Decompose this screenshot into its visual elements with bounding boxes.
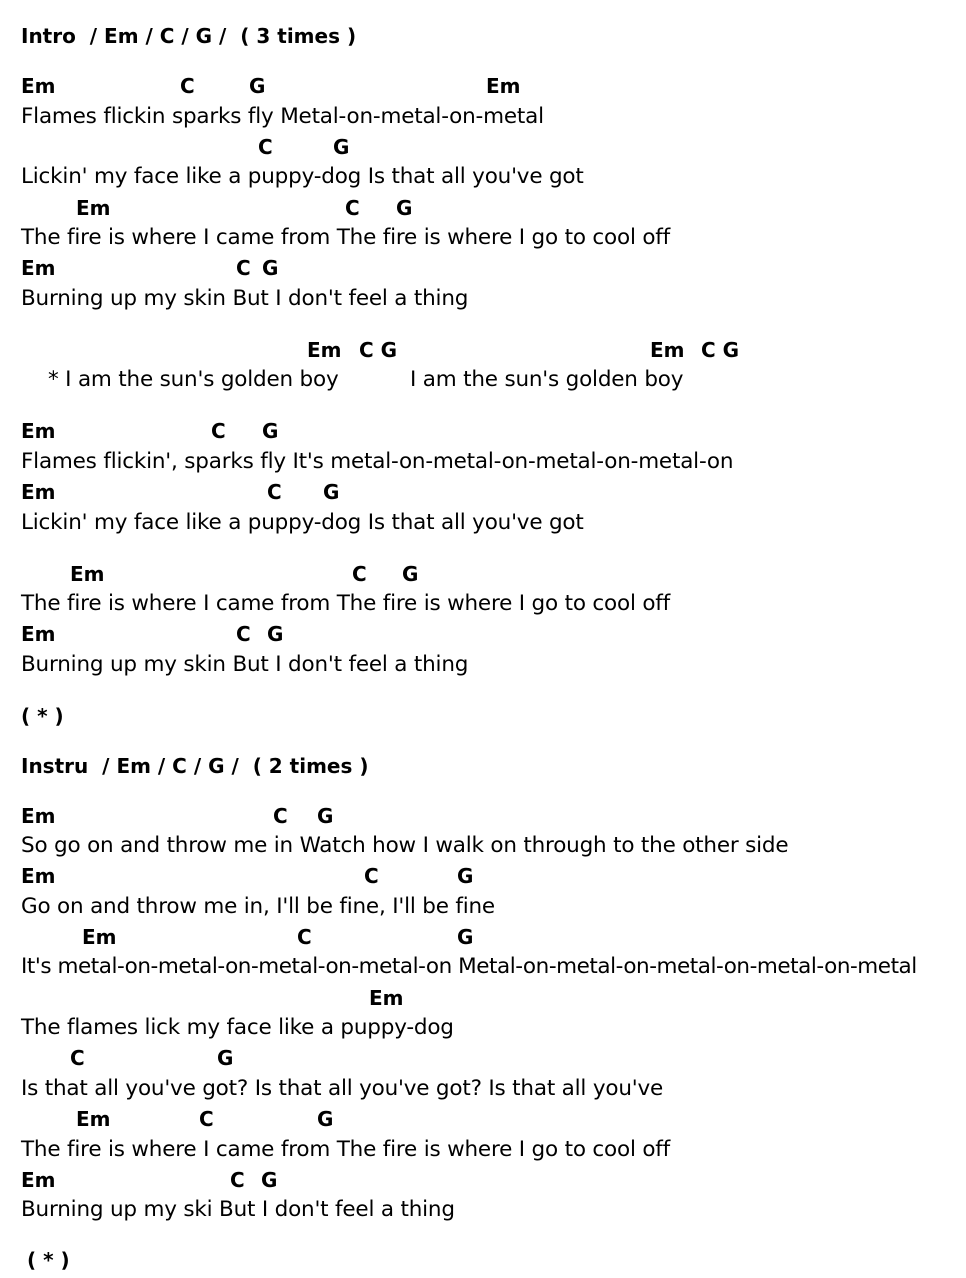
lyric-line: Flames flickin', sparks fly It's metal-on-metal-on-metal-on-metal-on (21, 449, 734, 474)
chord-em: Em (21, 419, 56, 443)
lyric-line: Go on and throw me in, I'll be fine, I'll be fine (21, 894, 495, 919)
chord-c: C (297, 925, 312, 949)
chord-c: C (258, 135, 273, 159)
chord-g: G (457, 925, 474, 949)
chord-c: C (267, 480, 282, 504)
lyric-line: Flames flickin sparks fly Metal-on-metal-on-metal (21, 104, 544, 129)
chord-em: Em (82, 925, 117, 949)
chord-g: G (249, 74, 266, 98)
chorus-reference: ( * ) (21, 704, 64, 728)
chord-em: Em (486, 74, 521, 98)
chord-em: Em (76, 1107, 111, 1131)
lyric-line: It's metal-on-metal-on-metal-on-metal-on Metal-on-metal-on-metal-on-metal-on-metal (21, 954, 917, 979)
chord-g: G (396, 196, 413, 220)
chorus-lyric: I am the sun's golden boy (410, 367, 684, 392)
lyric-line: The fire is where I came from The fire is where I go to cool off (21, 591, 671, 616)
lyric-line: Lickin' my face like a puppy-dog Is that all you've got (21, 510, 584, 535)
chord-c: C (364, 864, 379, 888)
chord-em: Em (76, 196, 111, 220)
chord-g: G (317, 1107, 334, 1131)
lyric-line: Lickin' my face like a puppy-dog Is that all you've got (21, 164, 584, 189)
chord-g: G (333, 135, 350, 159)
chord-c: C (199, 1107, 214, 1131)
chord-em: Em (307, 338, 342, 362)
chord-g: G (262, 419, 279, 443)
chord-g: G (261, 1168, 278, 1192)
intro-line: Intro / Em / C / G / ( 3 times ) (21, 24, 357, 48)
chord-c: C (345, 196, 360, 220)
chord-em: Em (650, 338, 685, 362)
chord-g: G (267, 622, 284, 646)
lyric-line: The fire is where I came from The fire is where I go to cool off (21, 1137, 671, 1162)
chord-c-g: C G (701, 338, 740, 362)
lyric-line: Burning up my skin But I don't feel a thing (21, 286, 469, 311)
chord-c: C (180, 74, 195, 98)
chord-c-g: C G (359, 338, 398, 362)
chord-g: G (457, 864, 474, 888)
chord-em: Em (70, 562, 105, 586)
chord-em: Em (21, 864, 56, 888)
chord-g: G (323, 480, 340, 504)
chorus-lyric: * I am the sun's golden boy (48, 367, 339, 392)
chord-em: Em (21, 1168, 56, 1192)
chord-em: Em (21, 256, 56, 280)
chord-em: Em (369, 986, 404, 1010)
chord-g: G (402, 562, 419, 586)
chord-g: G (262, 256, 279, 280)
chord-c: C (236, 622, 251, 646)
lyric-line: The flames lick my face like a puppy-dog (21, 1015, 454, 1040)
chord-g: G (217, 1046, 234, 1070)
chord-em: Em (21, 622, 56, 646)
chord-c: C (211, 419, 226, 443)
chord-c: C (70, 1046, 85, 1070)
lyric-line: Burning up my ski But I don't feel a thing (21, 1197, 455, 1222)
instrumental-line: Instru / Em / C / G / ( 2 times ) (21, 754, 369, 778)
lyric-line: So go on and throw me in Watch how I walk on through to the other side (21, 833, 789, 858)
lyric-line: Burning up my skin But I don't feel a thing (21, 652, 469, 677)
lyric-line: Is that all you've got? Is that all you've got? Is that all you've (21, 1076, 664, 1101)
lyric-line: The fire is where I came from The fire is where I go to cool off (21, 225, 671, 250)
chord-c: C (236, 256, 251, 280)
chorus-reference: ( * ) (27, 1248, 70, 1272)
chord-em: Em (21, 804, 56, 828)
chord-em: Em (21, 74, 56, 98)
chord-g: G (317, 804, 334, 828)
chord-em: Em (21, 480, 56, 504)
chord-c: C (230, 1168, 245, 1192)
chord-c: C (273, 804, 288, 828)
chord-c: C (352, 562, 367, 586)
